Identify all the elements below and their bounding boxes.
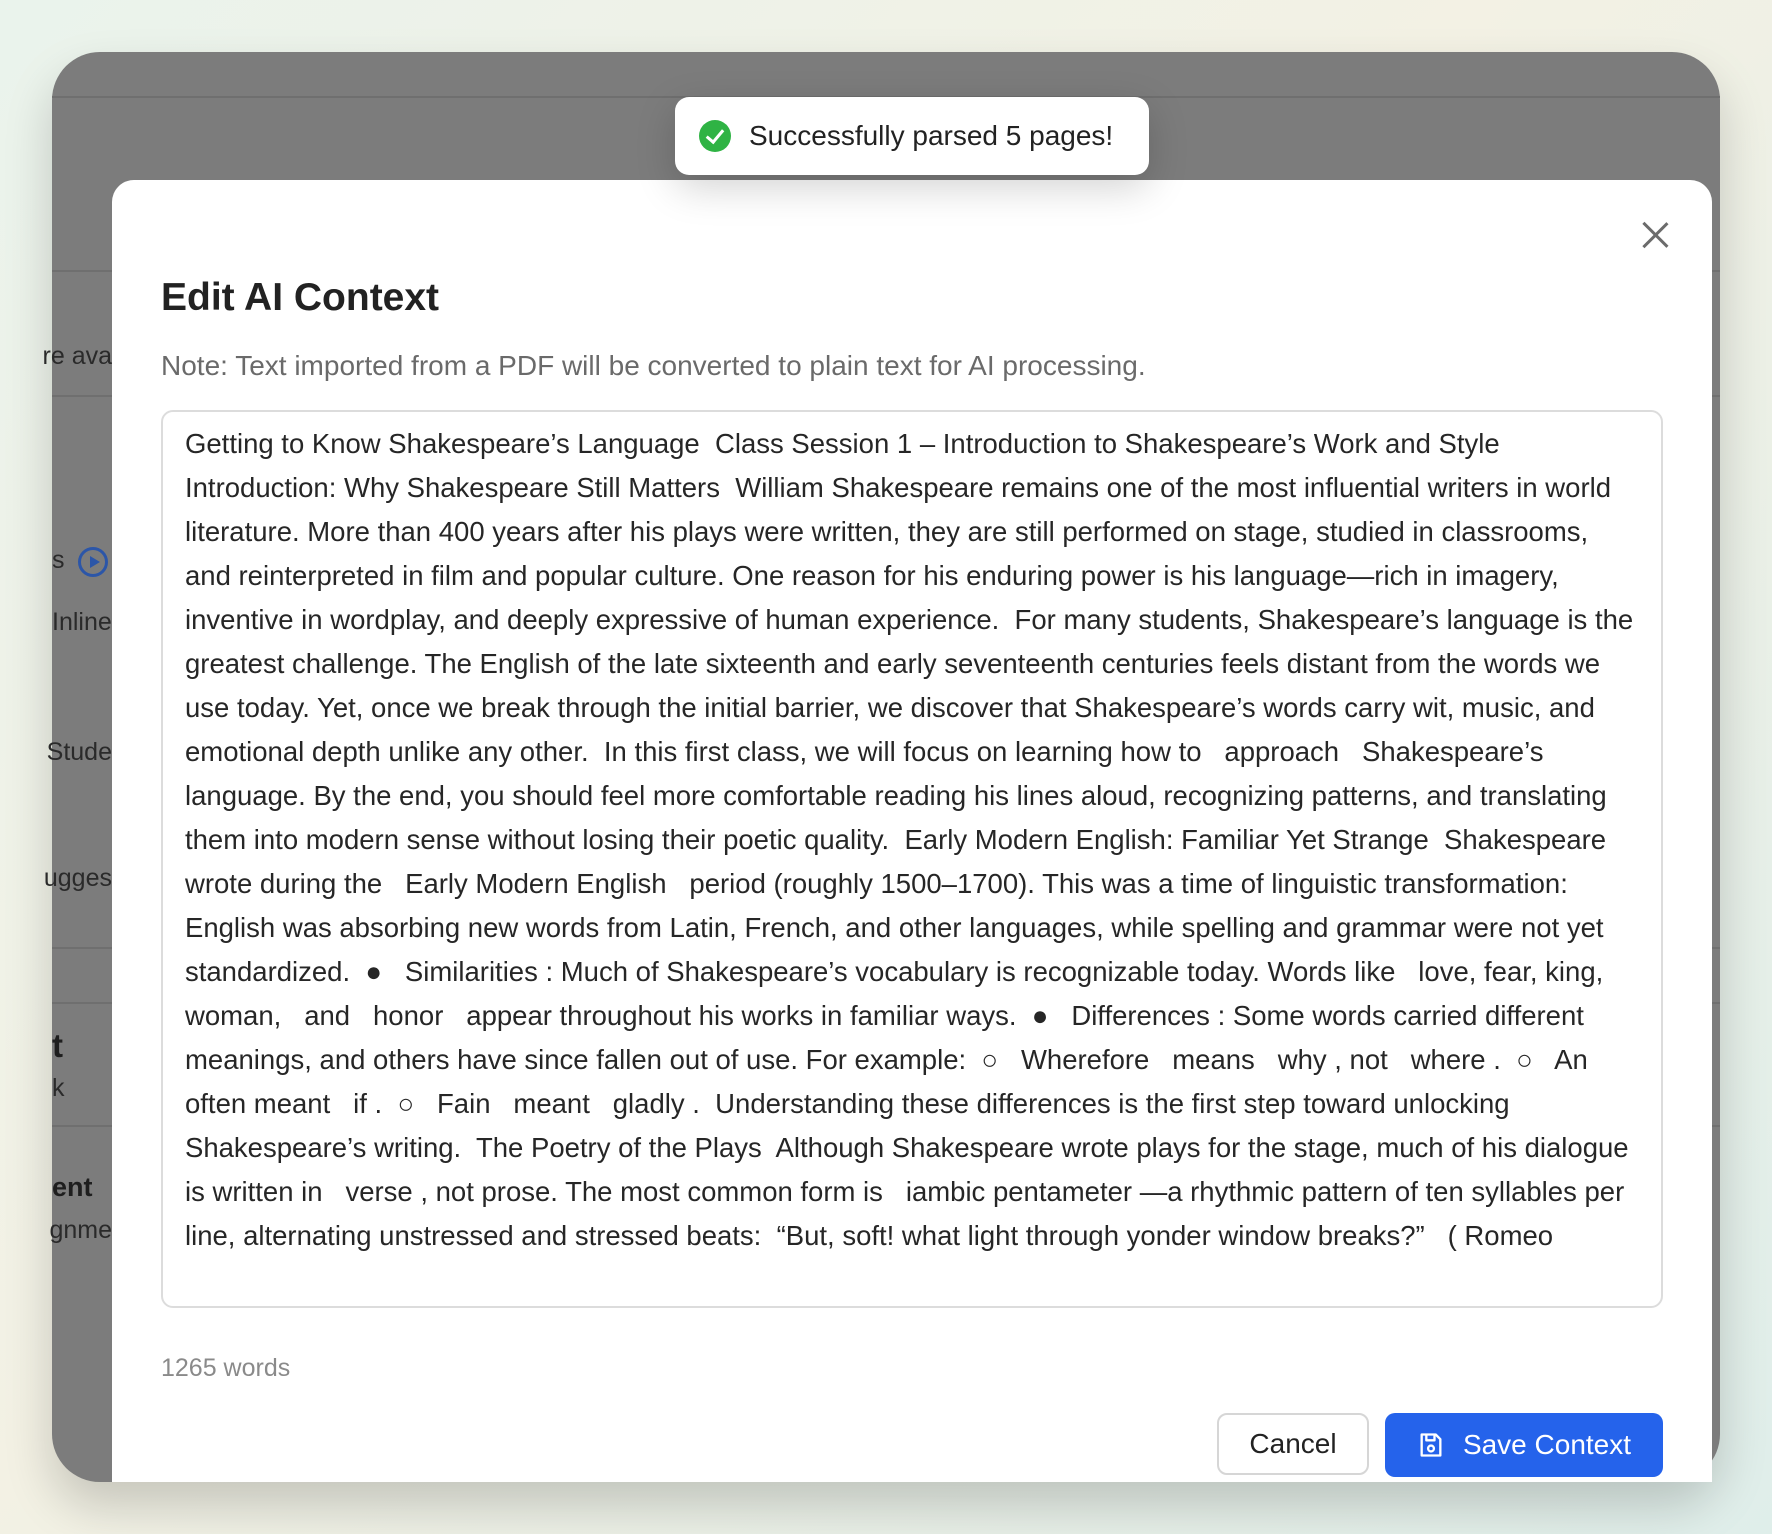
background-heading: ent	[52, 1172, 93, 1202]
background-text: ugges	[43, 864, 112, 892]
background-text: s	[52, 546, 65, 574]
save-context-label: Save Context	[1462, 1429, 1632, 1460]
background-text: Inline	[52, 608, 112, 636]
context-text: Getting to Know Shakespeare’s Language Class Session 1 – Introduction to Shakespeare’s Work and Style Introduction: Why Shakespeare Still Matters William Shakespeare remains one of the most influential writers in world literature. More than 400 years after his plays were written, they are still performed on stage, studied in classrooms, and reinterpreted in film and popular culture. One reason for his enduring power is his language—rich in imagery, inventive in wordplay, and deeply expressive of human experience. For many students, Shakespeare’s language is the greatest challenge. The English of the late sixteenth and early seventeenth centuries feels distant from the words we use today. Yet, once we break through the initial barrier, we discover that Shakespeare’s words carry wit, music, and emotional depth unlike any other. In this first class, we will focus on learning how to approach Shakespeare’s language. By the end, you should feel more comfortable reading his lines aloud, recognizing patterns, and translating them into modern sense without losing their poetic quality. Early Modern English: Familiar Yet Strange Shakespeare wrote during the Early Modern English period (roughly 1500–1700). This was a time of linguistic transformation: English was absorbing new words from Latin, French, and other languages, while spelling and grammar were not yet standardized. ● Similarities : Much of Shakespeare’s vocabulary is recognizable today. Words like love, fear, king, woman, and honor appear throughout his works in familiar ways. ● Differences : Some words carried different meanings, and others have since fallen out of use. For example: ○ Wherefore means why , not where . ○ An often meant if . ○ Fain meant gladly . Understanding these differences is the first step toward unlocking Shakespeare’s writing. The Poetry of the Plays Although Shakespeare wrote plays for the stage, much of his dialogue is written in verse , not prose. The most common form is iambic pentameter —a rhythmic pattern of ten syllables per line, alternating unstressed and stressed beats: “But, soft! what light through yonder window breaks?” ( Romeo	[185, 428, 1641, 1251]
background-text: k	[52, 1074, 65, 1102]
play-circle-icon	[78, 547, 108, 577]
modal-note: Note: Text imported from a PDF will be converted to plain text for AI processing.	[161, 350, 1146, 381]
toast-message: Successfully parsed 5 pages!	[749, 120, 1114, 151]
save-icon	[1417, 1431, 1445, 1459]
modal-title: Edit AI Context	[161, 276, 440, 319]
context-textarea[interactable]	[161, 410, 1663, 1308]
edit-context-modal	[112, 180, 1712, 1482]
check-circle-icon	[699, 120, 731, 152]
background-heading: t	[52, 1027, 63, 1064]
background-text: gnme	[49, 1216, 112, 1244]
close-icon[interactable]	[1638, 218, 1672, 252]
success-toast	[675, 97, 1149, 175]
background-text: re ava	[42, 342, 112, 370]
save-context-button[interactable]	[1385, 1413, 1663, 1477]
word-count: 1265 words	[161, 1354, 291, 1382]
background-text: Stude	[46, 738, 112, 766]
cancel-button[interactable]: Cancel	[1217, 1413, 1369, 1475]
